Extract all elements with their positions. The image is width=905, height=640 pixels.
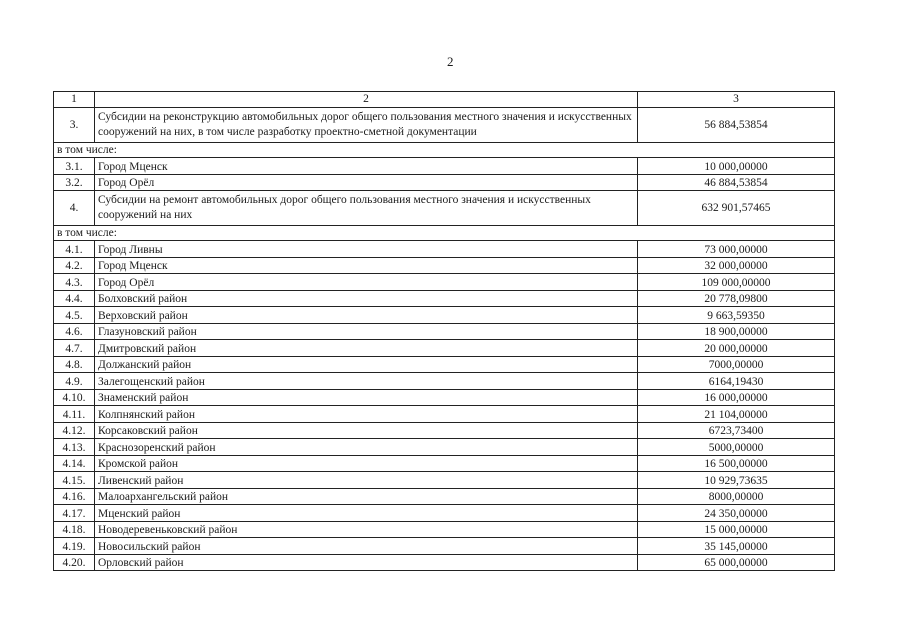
row-value: 5000,00000 (638, 439, 835, 456)
row-number: 3.2. (54, 174, 95, 191)
header-col-1: 1 (54, 92, 95, 108)
row-value: 16 500,00000 (638, 455, 835, 472)
table-row (54, 340, 835, 357)
table-row (54, 290, 835, 307)
row-number: 4.9. (54, 373, 95, 390)
row-name: Новодеревеньковский район (95, 521, 638, 538)
row-name: Орловский район (95, 554, 638, 571)
table-row (54, 241, 835, 258)
section-row (54, 191, 835, 226)
row-name: Ливенский район (95, 472, 638, 489)
table-row (54, 439, 835, 456)
row-name: Корсаковский район (95, 422, 638, 439)
row-number: 4.7. (54, 340, 95, 357)
row-name: Город Ливны (95, 241, 638, 258)
row-name: Город Мценск (95, 158, 638, 175)
table-row (54, 158, 835, 175)
table-row (54, 356, 835, 373)
subsidy-table (53, 91, 835, 571)
row-number: 4.5. (54, 307, 95, 324)
row-number: 4.11. (54, 406, 95, 423)
row-value: 21 104,00000 (638, 406, 835, 423)
row-name: Город Орёл (95, 274, 638, 291)
table-row (54, 307, 835, 324)
table-row (54, 274, 835, 291)
row-value: 56 884,53854 (638, 108, 835, 143)
row-name: Дмитровский район (95, 340, 638, 357)
row-value: 7000,00000 (638, 356, 835, 373)
table-row (54, 174, 835, 191)
table-row (54, 554, 835, 571)
row-value: 20 000,00000 (638, 340, 835, 357)
row-number: 4.8. (54, 356, 95, 373)
row-name: Малоархангельский район (95, 488, 638, 505)
row-number: 4.20. (54, 554, 95, 571)
table-row (54, 373, 835, 390)
row-number: 4.13. (54, 439, 95, 456)
row-value: 65 000,00000 (638, 554, 835, 571)
row-number: 4.19. (54, 538, 95, 555)
row-name: Мценский район (95, 505, 638, 522)
table-row (54, 406, 835, 423)
row-name: Кромской район (95, 455, 638, 472)
row-number: 4.18. (54, 521, 95, 538)
row-name: Субсидии на реконструкцию автомобильных дорог общего пользования местного значения и искусственных сооружений на них, в том числе разработку проектно-сметной документации (95, 108, 638, 143)
row-value: 109 000,00000 (638, 274, 835, 291)
row-name: Верховский район (95, 307, 638, 324)
row-number: 4.2. (54, 257, 95, 274)
subheading-text: в том числе: (54, 226, 835, 241)
table-row (54, 505, 835, 522)
row-number: 4.1. (54, 241, 95, 258)
header-col-2: 2 (95, 92, 638, 108)
row-number: 4.14. (54, 455, 95, 472)
row-value: 10 000,00000 (638, 158, 835, 175)
table-row (54, 389, 835, 406)
table-header-row (54, 92, 835, 108)
row-value: 20 778,09800 (638, 290, 835, 307)
table-row (54, 455, 835, 472)
row-number: 3.1. (54, 158, 95, 175)
row-name: Краснозоренский район (95, 439, 638, 456)
subheading-row (54, 143, 835, 158)
section-row (54, 108, 835, 143)
row-name: Колпнянский район (95, 406, 638, 423)
row-value: 6164,19430 (638, 373, 835, 390)
table-row (54, 488, 835, 505)
subheading-row (54, 226, 835, 241)
row-name: Знаменский район (95, 389, 638, 406)
row-name: Субсидии на ремонт автомобильных дорог общего пользования местного значения и искусственных сооружений на них (95, 191, 638, 226)
table-row (54, 472, 835, 489)
row-number: 4.17. (54, 505, 95, 522)
row-number: 4.15. (54, 472, 95, 489)
row-value: 8000,00000 (638, 488, 835, 505)
table-row (54, 422, 835, 439)
row-value: 15 000,00000 (638, 521, 835, 538)
row-value: 6723,73400 (638, 422, 835, 439)
row-number: 4.10. (54, 389, 95, 406)
row-name: Болховский район (95, 290, 638, 307)
row-number: 4. (54, 191, 95, 226)
row-number: 4.16. (54, 488, 95, 505)
row-name: Залегощенский район (95, 373, 638, 390)
table-row (54, 521, 835, 538)
row-name: Должанский район (95, 356, 638, 373)
row-value: 35 145,00000 (638, 538, 835, 555)
row-value: 10 929,73635 (638, 472, 835, 489)
row-value: 18 900,00000 (638, 323, 835, 340)
row-number: 3. (54, 108, 95, 143)
row-value: 46 884,53854 (638, 174, 835, 191)
subheading-text: в том числе: (54, 143, 835, 158)
row-name: Город Мценск (95, 257, 638, 274)
row-number: 4.12. (54, 422, 95, 439)
row-value: 24 350,00000 (638, 505, 835, 522)
row-number: 4.6. (54, 323, 95, 340)
header-col-3: 3 (638, 92, 835, 108)
row-value: 73 000,00000 (638, 241, 835, 258)
table-row (54, 257, 835, 274)
row-value: 16 000,00000 (638, 389, 835, 406)
page-number: 2 (447, 54, 454, 69)
table-row (54, 538, 835, 555)
row-name: Город Орёл (95, 174, 638, 191)
row-name: Глазуновский район (95, 323, 638, 340)
row-value: 32 000,00000 (638, 257, 835, 274)
row-number: 4.4. (54, 290, 95, 307)
row-value: 632 901,57465 (638, 191, 835, 226)
row-value: 9 663,59350 (638, 307, 835, 324)
row-number: 4.3. (54, 274, 95, 291)
table-row (54, 323, 835, 340)
row-name: Новосильский район (95, 538, 638, 555)
